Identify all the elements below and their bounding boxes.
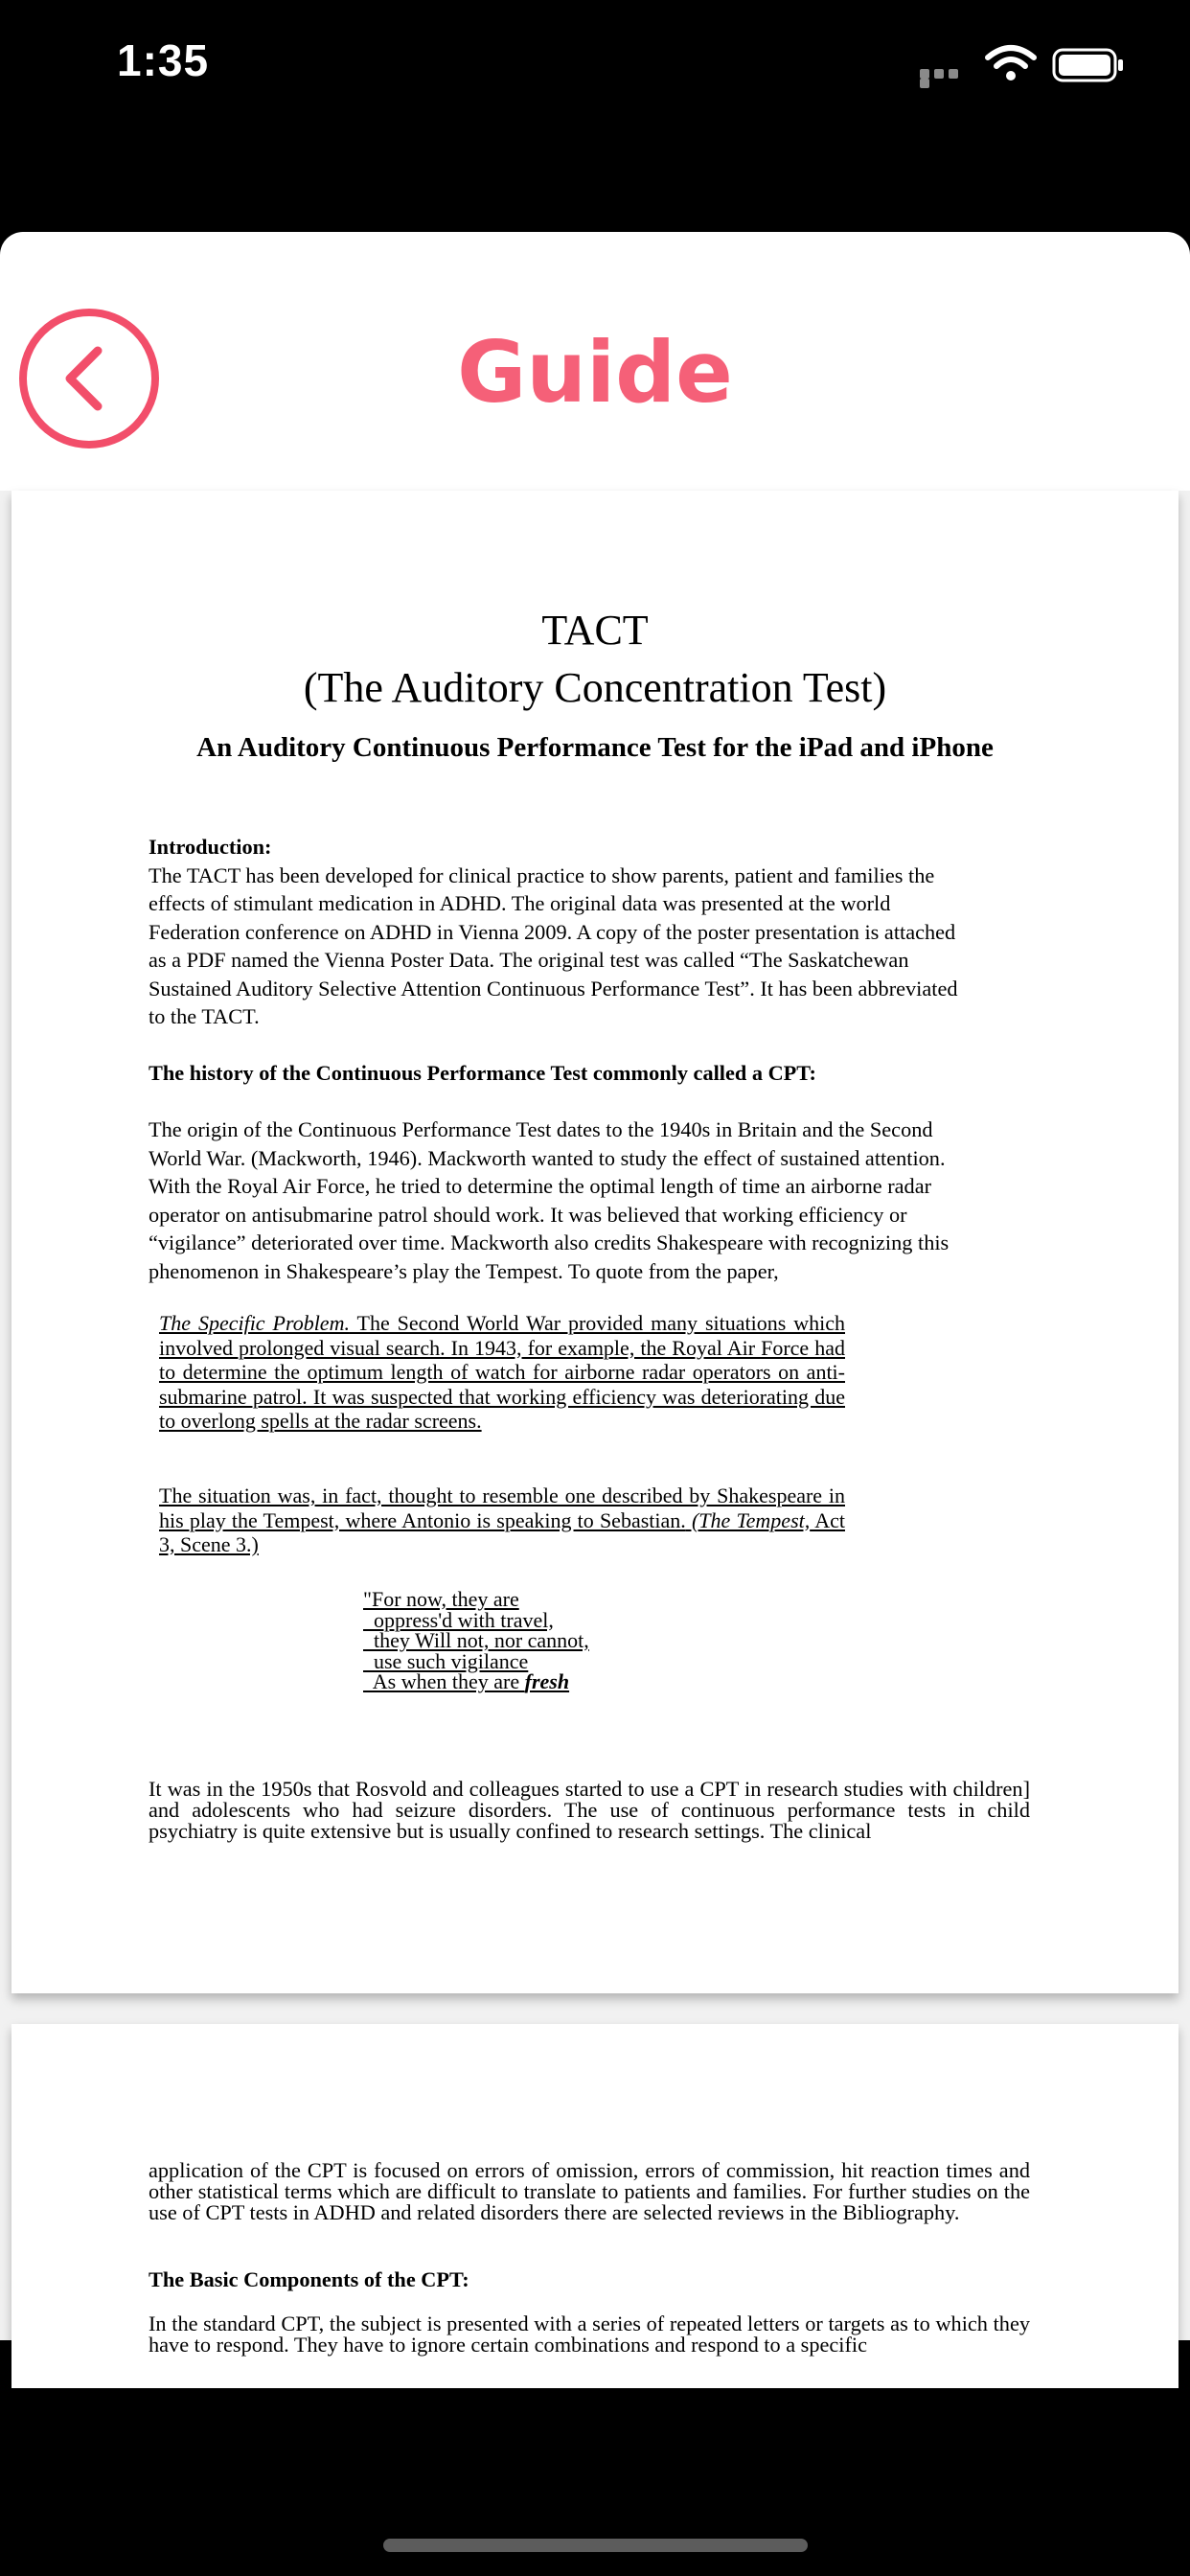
poem-line: "For now, they are: [363, 1587, 519, 1611]
document-title-subline: (The Auditory Concentration Test): [303, 664, 887, 711]
battery-icon: [1052, 48, 1125, 82]
history-line: phenomenon in Shakespeare’s play the Tempest. To quote from the paper,: [149, 1258, 779, 1283]
quote-text: The Second World War provided many situations which involved prolonged visual search. In 1943, for example, the Royal Air Force had to determine the optimum length of watch for airborne radar operators on anti-submarine patrol. It was suspected that working efficiency was deteriorating due to overlong spells at the radar screens.: [159, 1311, 845, 1433]
basic-components-heading: The Basic Components of the CPT:: [149, 2267, 469, 2291]
cellular-signal-icon: [920, 69, 975, 80]
intro-line: as a PDF named the Vienna Poster Data. The original test was called “The Saskatchewan: [149, 948, 909, 972]
quote-reference-act: Act 3, Scene 3.): [159, 1507, 845, 1556]
intro-line: effects of stimulant medication in ADHD. The original data was presented at the world: [149, 891, 891, 915]
wifi-icon: [985, 44, 1037, 82]
history-line: With the Royal Air Force, he tried to determine the optimal length of time an airborne radar: [149, 1174, 932, 1198]
basic-components-paragraph: In the standard CPT, the subject is presented with a series of repeated letters or targets as to which they have to respond. They have to ignore certain combinations and respond to a specific: [149, 2312, 1030, 2357]
document-title: TACT: [541, 607, 649, 654]
pdf-page-2: [11, 2024, 1179, 2388]
poem-line: use such vigilance: [363, 1648, 529, 1673]
intro-line: to the TACT.: [149, 1004, 260, 1028]
intro-heading: Introduction:: [149, 835, 272, 859]
quote-emphasis: The Specific Problem.: [159, 1311, 350, 1335]
document-subtitle: An Auditory Continuous Performance Test for the iPad and iPhone: [196, 732, 994, 763]
cpt-application-paragraph: application of the CPT is focused on errors of omission, errors of commission, hit reaction times and other statistical terms which are difficult to translate to patients and families. For further studies on the use of CPT tests in ADHD and related disorders there are selected reviews in the Bibliography.: [149, 2158, 1030, 2224]
intro-section: [149, 833, 1030, 1031]
history-line: operator on antisubmarine patrol should work. It was believed that working efficiency or: [149, 1202, 907, 1227]
modal-sheet: [0, 232, 1190, 2357]
status-bar: [0, 0, 1190, 134]
poem-line: oppress'd with travel,: [363, 1607, 554, 1632]
page-title: Guide: [457, 323, 733, 422]
pdf-page-1: [11, 491, 1179, 1993]
history-heading: The history of the Continuous Performance Test commonly called a CPT:: [149, 1061, 816, 1085]
quote-paragraph-2: [159, 1484, 845, 1557]
history-section: [149, 1116, 1030, 1285]
intro-line: Federation conference on ADHD in Vienna 2009. A copy of the poster presentation is attached: [149, 919, 956, 944]
history-line: The origin of the Continuous Performance Test dates to the 1940s in Britain and the Second: [149, 1117, 933, 1141]
rosvold-paragraph: It was in the 1950s that Rosvold and colleagues started to use a CPT in research studies with children] and adolescents who had seizure disorders. The use of continuous performance tests in child psychiatry is quite extensive but is usually confined to research settings. The clinical: [149, 1777, 1030, 1843]
poem-line: they Will not, nor cannot,: [363, 1628, 589, 1652]
quote-reference: (The Tempest,: [685, 1507, 811, 1532]
intro-line: Sustained Auditory Selective Attention Continuous Performance Test”. It has been abbreviated: [149, 976, 958, 1000]
intro-line: The TACT has been developed for clinical practice to show parents, patient and families the: [149, 862, 935, 887]
poem-text: As when they are: [363, 1669, 525, 1693]
home-indicator[interactable]: [383, 2539, 808, 2552]
quote-text: The situation was, in fact, thought to resemble one described by Shakespeare in his play the Tempest, where Antonio is speaking to Sebastian.: [159, 1484, 845, 1532]
poem-line-last: [363, 1671, 631, 1692]
pdf-viewer[interactable]: [0, 491, 1190, 2357]
history-line: World War. (Mackworth, 1946). Mackworth wanted to study the effect of sustained attention.: [149, 1145, 946, 1170]
poem-quote: [363, 1589, 631, 1692]
status-time: 1:35: [117, 35, 210, 85]
poem-emphasis: fresh: [524, 1669, 570, 1693]
quote-paragraph-1: [159, 1311, 845, 1434]
history-line: “vigilance” deteriorated over time. Mackworth also credits Shakespeare with recognizing this: [149, 1230, 950, 1254]
